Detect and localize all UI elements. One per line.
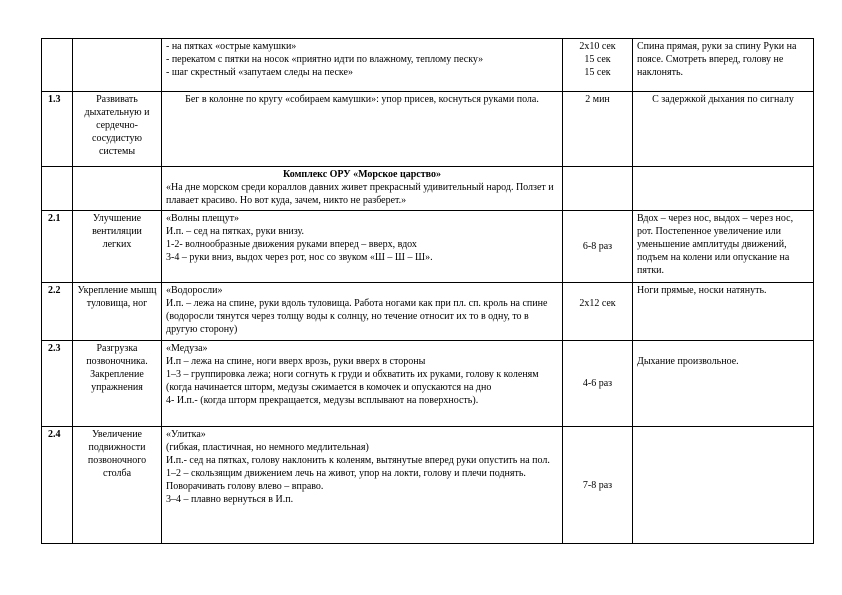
task-cell: Улучшение вентиляции легких [73, 211, 162, 283]
content-cell [162, 211, 563, 283]
table-row [42, 211, 814, 283]
task-cell [73, 39, 162, 92]
content-line: 1–3 – группировка лежа; ноги согнуть к груди и обхватить их руками, голову к коленям (когда начинается шторм, медузы сжимается в комочек и опускаются на дно [166, 369, 539, 393]
row-number [42, 39, 73, 92]
notes-cell: Дыхание произвольное. [633, 341, 814, 427]
exercise-title: «Медуза» [166, 343, 208, 354]
duration-cell: 2х12 сек [563, 283, 633, 341]
content-line: И.п. – сед на пятках, руки внизу. [166, 226, 305, 237]
content-line: 1–2 – скользящим движением лечь на живот, упор на локти, голову и плечи поднять. Поворачивать голову влево – вправо. [166, 468, 526, 492]
content-line: 3-4 – руки вниз, выдох через рот, нос со звуком «Ш – Ш – Ш». [166, 252, 433, 263]
content-cell [162, 167, 563, 211]
row-number: 2.2 [42, 283, 73, 341]
duration-cell: 4-6 раз [563, 341, 633, 427]
content-cell: Бег в колонне по кругу «собираем камушки»: упор присев, коснуться руками пола. [162, 92, 563, 167]
row-number: 2.3 [42, 341, 73, 427]
table-row [42, 283, 814, 341]
notes-cell: Ноги прямые, носки натянуть. [633, 283, 814, 341]
content-line: - на пятках «острые камушки» [166, 41, 297, 52]
duration-cell [563, 167, 633, 211]
table-row [42, 427, 814, 544]
row-number: 2.1 [42, 211, 73, 283]
row-number [42, 167, 73, 211]
content-cell [162, 341, 563, 427]
content-line: (гибкая, пластичная, но немного медлительная) [166, 442, 369, 453]
row-number: 2.4 [42, 427, 73, 544]
content-cell [162, 427, 563, 544]
notes-cell: Вдох – через нос, выдох – через нос, рот. Постепенное увеличение или уменьшение амплитуды движений, подъем на колени или опускание на пятки. [633, 211, 814, 283]
duration-value: 15 сек [584, 54, 611, 65]
exercise-title: «Улитка» [166, 429, 206, 440]
duration-cell: 6-8 раз [563, 211, 633, 283]
content-line: 1-2- волнообразные движения руками вперед – вверх, вдох [166, 239, 417, 250]
table-row [42, 92, 814, 167]
content-line: - перекатом с пятки на носок «приятно идти по влажному, теплому песку» [166, 54, 484, 65]
complex-intro: «На дне морском среди кораллов давних живет прекрасный удивительный народ. Ползет и плавает красиво. Но вот куда, зачем, никто не разберет.» [166, 182, 554, 206]
content-line: 4- И.п.- (когда шторм прекращается, медузы всплывают на поверхность). [166, 395, 479, 406]
task-cell: Развивать дыхательную и сердечно-сосудистую системы [73, 92, 162, 167]
notes-cell: С задержкой дыхания по сигналу [633, 92, 814, 167]
notes-cell: Спина прямая, руки за спину Руки на поясе. Смотреть вперед, голову не наклонять. [633, 39, 814, 92]
content-line: - шаг скрестный «запутаем следы на песке» [166, 67, 353, 78]
duration-cell: 2 мин [563, 92, 633, 167]
exercise-table [41, 38, 814, 544]
complex-heading: Комплекс ОРУ «Морское царство» [283, 169, 441, 180]
task-cell: Укрепление мышц туловища, ног [73, 283, 162, 341]
content-line: И.п.- сед на пятках, голову наклонить к коленям, вытянутые вперед руки опустить на пол. [166, 455, 550, 466]
table-row [42, 39, 814, 92]
duration-cell: 7-8 раз [563, 427, 633, 544]
notes-cell [633, 167, 814, 211]
exercise-title: «Водоросли» [166, 285, 223, 296]
exercise-title: «Волны плещут» [166, 213, 239, 224]
table-row [42, 341, 814, 427]
duration-value: 2х10 сек [579, 41, 616, 52]
content-line: 3–4 – плавно вернуться в И.п. [166, 494, 294, 505]
table-row [42, 167, 814, 211]
duration-value: 15 сек [584, 67, 611, 78]
task-cell: Разгрузка позвоночника. Закрепление упражнения [73, 341, 162, 427]
notes-cell [633, 427, 814, 544]
row-number: 1.3 [42, 92, 73, 167]
content-line: И.п – лежа на спине, ноги вверх врозь, руки вверх в стороны [166, 356, 426, 367]
task-cell: Увеличение подвижности позвоночного столба [73, 427, 162, 544]
content-line: И.п. – лежа на спине, руки вдоль туловища. Работа ногами как при пл. сп. кроль на спине (водоросли тянутся через толщу воды к солнцу, но течение относит их то в одну, то в другую сторону) [166, 298, 548, 335]
duration-cell [563, 39, 633, 92]
task-cell [73, 167, 162, 211]
content-cell [162, 39, 563, 92]
content-cell [162, 283, 563, 341]
